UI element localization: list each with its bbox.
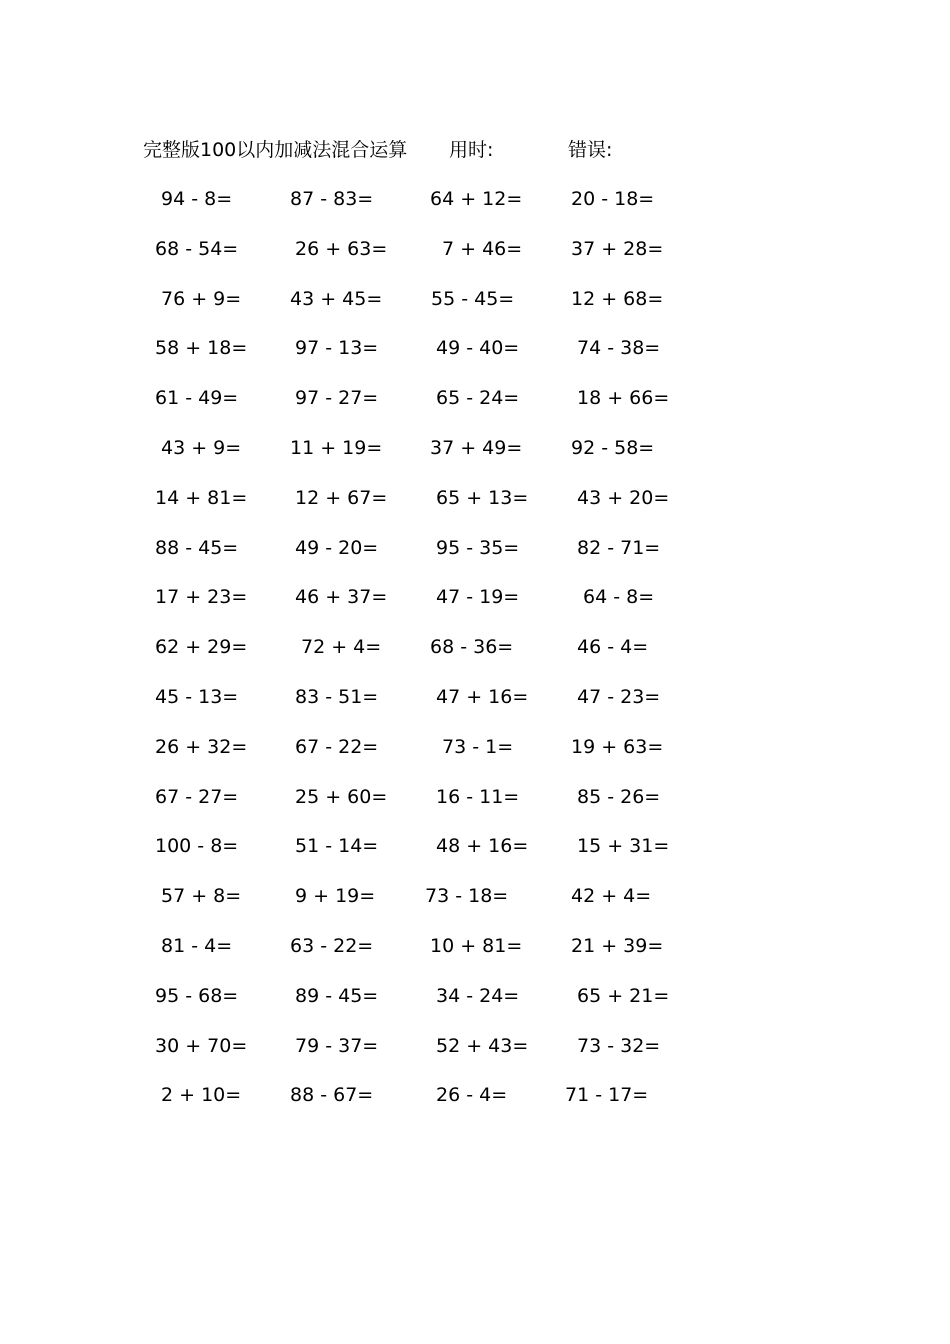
math-problem: 57 + 8= [161,885,242,908]
math-problem: 95 - 68= [155,984,239,1007]
math-problem: 12 + 68= [571,287,664,310]
math-problem: 65 + 13= [436,486,529,509]
math-problem: 7 + 46= [442,237,523,260]
math-problem: 88 - 67= [290,1084,374,1107]
problem-grid [0,184,950,1130]
problem-row [0,184,950,234]
math-problem: 55 - 45= [431,287,515,310]
math-problem: 72 + 4= [301,636,382,659]
math-problem: 14 + 81= [155,486,248,509]
problem-row [0,1031,950,1081]
math-problem: 73 - 32= [577,1034,661,1057]
math-problem: 97 - 13= [295,337,379,360]
problem-row [0,582,950,632]
math-problem: 42 + 4= [571,885,652,908]
math-problem: 17 + 23= [155,586,248,609]
math-problem: 49 - 40= [436,337,520,360]
math-problem: 43 + 9= [161,436,242,459]
math-problem: 64 - 8= [583,586,655,609]
math-problem: 16 - 11= [436,785,520,808]
math-problem: 61 - 49= [155,387,239,410]
problem-row [0,284,950,334]
math-problem: 100 - 8= [155,835,239,858]
math-problem: 26 - 4= [436,1084,508,1107]
math-problem: 37 + 28= [571,237,664,260]
math-problem: 47 + 16= [436,685,529,708]
problem-row [0,234,950,284]
problem-row [0,732,950,782]
problem-row [0,632,950,682]
math-problem: 26 + 32= [155,735,248,758]
math-problem: 37 + 49= [430,436,523,459]
problem-row [0,483,950,533]
math-problem: 48 + 16= [436,835,529,858]
math-problem: 15 + 31= [577,835,670,858]
problem-row [0,931,950,981]
worksheet-title: 完整版100以内加减法混合运算 [143,139,408,161]
error-label: 错误: [568,139,613,161]
problem-row [0,831,950,881]
math-problem: 65 - 24= [436,387,520,410]
math-problem: 58 + 18= [155,337,248,360]
math-problem: 34 - 24= [436,984,520,1007]
math-problem: 92 - 58= [571,436,655,459]
math-problem: 43 + 20= [577,486,670,509]
math-problem: 45 - 13= [155,685,239,708]
problem-row [0,1080,950,1130]
math-problem: 79 - 37= [295,1034,379,1057]
problem-row [0,981,950,1031]
math-problem: 71 - 17= [565,1084,649,1107]
problem-row [0,533,950,583]
problem-row [0,682,950,732]
math-problem: 18 + 66= [577,387,670,410]
math-problem: 73 - 1= [442,735,514,758]
math-problem: 87 - 83= [290,188,374,210]
math-problem: 83 - 51= [295,685,379,708]
math-problem: 51 - 14= [295,835,379,858]
problem-row [0,383,950,433]
math-problem: 46 - 4= [577,636,649,659]
math-problem: 62 + 29= [155,636,248,659]
math-problem: 2 + 10= [161,1084,242,1107]
math-problem: 26 + 63= [295,237,388,260]
math-problem: 85 - 26= [577,785,661,808]
math-problem: 20 - 18= [571,188,655,210]
math-problem: 52 + 43= [436,1034,529,1057]
problem-row [0,333,950,383]
math-problem: 88 - 45= [155,536,239,559]
math-problem: 10 + 81= [430,934,523,957]
math-problem: 30 + 70= [155,1034,248,1057]
math-problem: 94 - 8= [161,188,233,210]
math-problem: 65 + 21= [577,984,670,1007]
worksheet-header [0,136,950,164]
math-problem: 47 - 19= [436,586,520,609]
math-problem: 9 + 19= [295,885,376,908]
problem-row [0,433,950,483]
math-problem: 21 + 39= [571,934,664,957]
math-problem: 97 - 27= [295,387,379,410]
problem-row [0,782,950,832]
time-label: 用时: [449,139,494,161]
math-problem: 76 + 9= [161,287,242,310]
math-problem: 68 - 36= [430,636,514,659]
math-problem: 73 - 18= [425,885,509,908]
math-problem: 68 - 54= [155,237,239,260]
math-problem: 19 + 63= [571,735,664,758]
math-problem: 63 - 22= [290,934,374,957]
problem-row [0,881,950,931]
math-problem: 67 - 22= [295,735,379,758]
math-problem: 12 + 67= [295,486,388,509]
math-problem: 47 - 23= [577,685,661,708]
math-problem: 89 - 45= [295,984,379,1007]
math-problem: 46 + 37= [295,586,388,609]
math-problem: 82 - 71= [577,536,661,559]
math-problem: 81 - 4= [161,934,233,957]
math-problem: 43 + 45= [290,287,383,310]
math-problem: 25 + 60= [295,785,388,808]
math-problem: 74 - 38= [577,337,661,360]
math-problem: 67 - 27= [155,785,239,808]
math-problem: 64 + 12= [430,188,523,210]
math-problem: 95 - 35= [436,536,520,559]
math-problem: 11 + 19= [290,436,383,459]
math-problem: 49 - 20= [295,536,379,559]
